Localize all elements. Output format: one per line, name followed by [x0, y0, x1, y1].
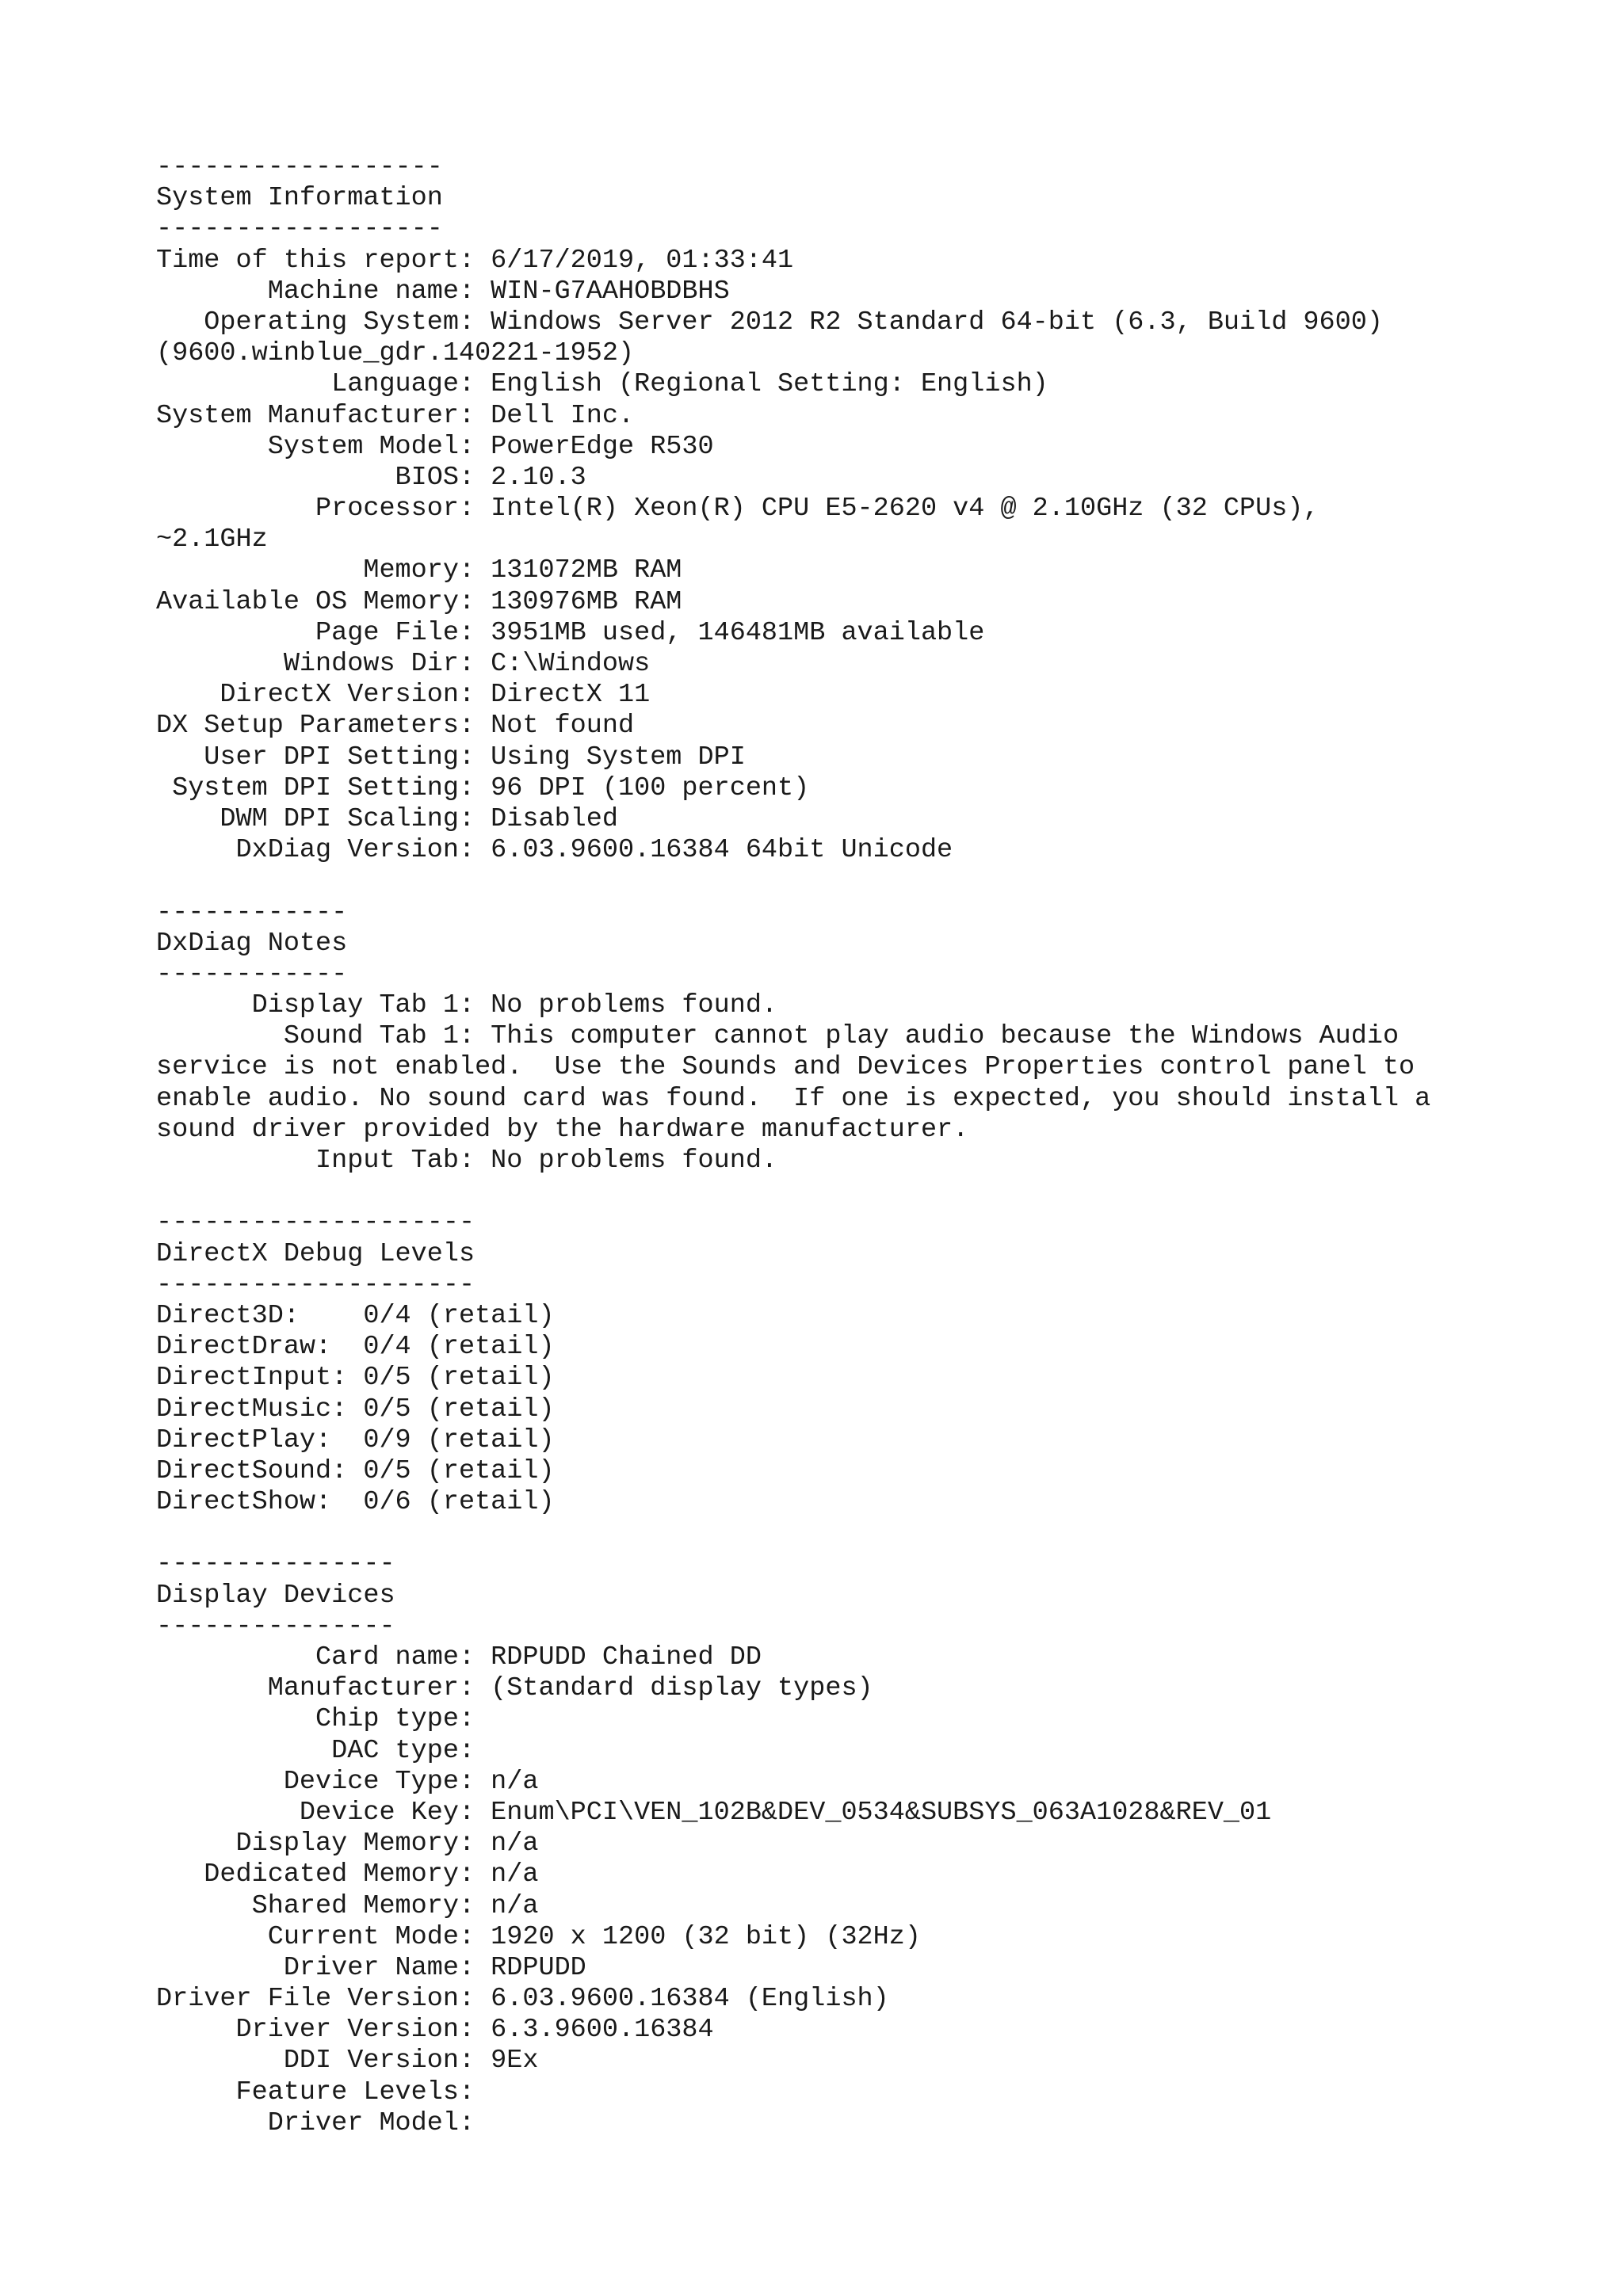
field-manufacturer: Manufacturer: (Standard display types): [156, 1673, 873, 1704]
field-driver-name: Driver Name: RDPUDD: [156, 1952, 586, 1983]
separator: ------------: [156, 897, 348, 928]
field-driver-file-version: Driver File Version: 6.03.9600.16384 (English): [156, 1984, 889, 2015]
field-available-os-memory: Available OS Memory: 130976MB RAM: [156, 586, 682, 617]
field-bios: BIOS: 2.10.3: [156, 462, 586, 493]
field-shared-memory: Shared Memory: n/a: [156, 1890, 539, 1921]
debug-level-direct3d: Direct3D: 0/4 (retail): [156, 1300, 555, 1331]
blank-line: [156, 866, 1583, 897]
note-sound-tab: Sound Tab 1: This computer cannot play audio because the Windows Audio: [156, 1021, 1400, 1052]
field-feature-levels: Feature Levels:: [156, 2077, 491, 2107]
field-dx-setup-parameters: DX Setup Parameters: Not found: [156, 711, 635, 742]
note-sound-tab-continued: enable audio. No sound card was found. If one is expected, you should install a: [156, 1083, 1431, 1114]
debug-level-directmusic: DirectMusic: 0/5 (retail): [156, 1394, 555, 1425]
separator: ------------------: [156, 152, 443, 182]
field-dac-type: DAC type:: [156, 1735, 491, 1766]
field-dwm-dpi-scaling: DWM DPI Scaling: Disabled: [156, 803, 618, 834]
field-dedicated-memory: Dedicated Memory: n/a: [156, 1859, 539, 1890]
field-processor: Processor: Intel(R) Xeon(R) CPU E5-2620 v4 @ 2.10GHz (32 CPUs),: [156, 494, 1319, 524]
section-title-display-devices: Display Devices: [156, 1580, 395, 1611]
field-system-dpi-setting: System DPI Setting: 96 DPI (100 percent): [156, 772, 810, 803]
separator: --------------------: [156, 1269, 475, 1300]
section-title-dxdiag-notes: DxDiag Notes: [156, 928, 348, 959]
blank-line: [156, 1177, 1583, 1207]
field-operating-system: Operating System: Windows Server 2012 R2 Standard 64-bit (6.3, Build 9600): [156, 307, 1383, 338]
field-system-model: System Model: PowerEdge R530: [156, 431, 714, 462]
field-page-file: Page File: 3951MB used, 146481MB available: [156, 617, 985, 648]
debug-level-directsound: DirectSound: 0/5 (retail): [156, 1455, 555, 1486]
field-chip-type: Chip type:: [156, 1704, 491, 1735]
field-operating-system-continued: (9600.winblue_gdr.140221-1952): [156, 338, 635, 369]
separator: ---------------: [156, 1549, 395, 1580]
field-display-memory: Display Memory: n/a: [156, 1829, 539, 1859]
field-current-mode: Current Mode: 1920 x 1200 (32 bit) (32Hz): [156, 1921, 921, 1952]
field-system-manufacturer: System Manufacturer: Dell Inc.: [156, 400, 635, 431]
field-user-dpi-setting: User DPI Setting: Using System DPI: [156, 742, 746, 772]
debug-level-directinput: DirectInput: 0/5 (retail): [156, 1363, 555, 1394]
field-windows-dir: Windows Dir: C:\Windows: [156, 649, 651, 679]
field-device-type: Device Type: n/a: [156, 1766, 539, 1797]
debug-level-directshow: DirectShow: 0/6 (retail): [156, 1487, 555, 1518]
field-driver-model: Driver Model:: [156, 2107, 491, 2138]
field-language: Language: English (Regional Setting: English): [156, 369, 1048, 400]
debug-level-directdraw: DirectDraw: 0/4 (retail): [156, 1332, 555, 1363]
field-dxdiag-version: DxDiag Version: 6.03.9600.16384 64bit Unicode: [156, 835, 953, 866]
field-memory: Memory: 131072MB RAM: [156, 555, 682, 586]
note-sound-tab-continued: sound driver provided by the hardware manufacturer.: [156, 1114, 969, 1145]
note-sound-tab-continued: service is not enabled. Use the Sounds and Devices Properties control panel to: [156, 1052, 1415, 1083]
section-title-directx-debug-levels: DirectX Debug Levels: [156, 1238, 475, 1269]
field-time-of-report: Time of this report: 6/17/2019, 01:33:41: [156, 245, 794, 276]
dxdiag-report: [156, 152, 1583, 2139]
debug-level-directplay: DirectPlay: 0/9 (retail): [156, 1425, 555, 1455]
separator: ---------------: [156, 1611, 395, 1642]
blank-line: [156, 1518, 1583, 1549]
separator: ------------: [156, 959, 348, 990]
note-display-tab: Display Tab 1: No problems found.: [156, 990, 778, 1021]
field-machine-name: Machine name: WIN-G7AAHOBDBHS: [156, 276, 730, 307]
field-ddi-version: DDI Version: 9Ex: [156, 2046, 539, 2077]
field-card-name: Card name: RDPUDD Chained DD: [156, 1642, 762, 1672]
separator: --------------------: [156, 1207, 475, 1238]
field-driver-version: Driver Version: 6.3.9600.16384: [156, 2015, 714, 2046]
field-device-key: Device Key: Enum\PCI\VEN_102B&DEV_0534&SUBSYS_063A1028&REV_01: [156, 1797, 1272, 1828]
field-directx-version: DirectX Version: DirectX 11: [156, 680, 651, 711]
separator: ------------------: [156, 214, 443, 245]
field-processor-continued: ~2.1GHz: [156, 524, 268, 555]
section-title-system-information: System Information: [156, 183, 443, 214]
note-input-tab: Input Tab: No problems found.: [156, 1146, 778, 1176]
